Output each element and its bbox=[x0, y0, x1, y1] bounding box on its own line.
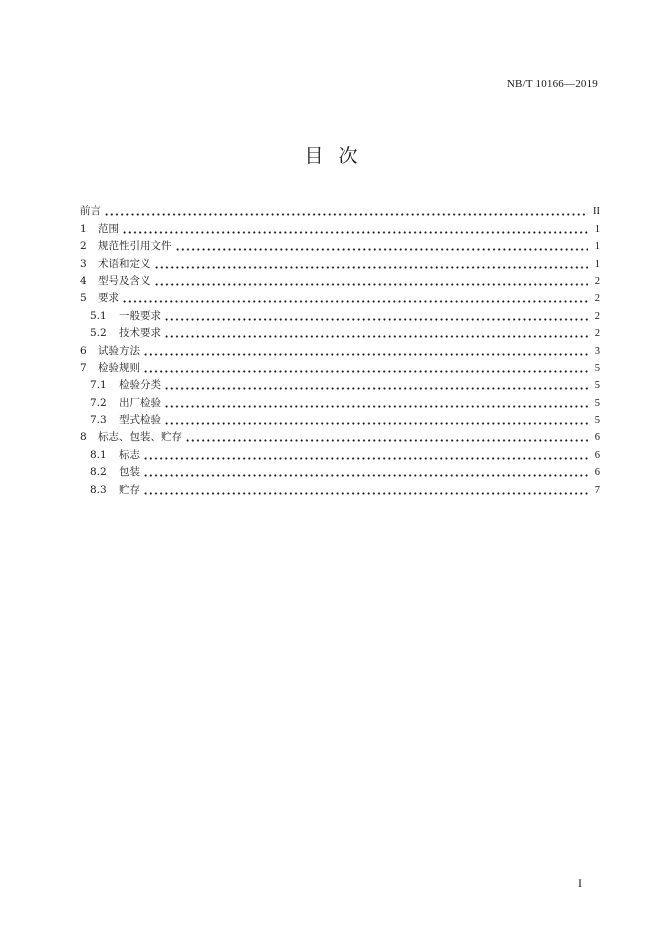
toc-dot-leader bbox=[164, 327, 588, 340]
toc-entry-page: 6 bbox=[594, 432, 600, 444]
toc-entry-label: 技术要求 bbox=[119, 327, 161, 340]
toc-entry-number: 8 bbox=[80, 431, 87, 444]
toc-title: 目次 bbox=[304, 145, 373, 167]
toc-dot-leader bbox=[104, 205, 588, 218]
toc-entry-label: 术语和定义 bbox=[98, 257, 151, 270]
toc-entry-number: 3 bbox=[80, 257, 87, 270]
toc-entry-number: 1 bbox=[80, 222, 87, 235]
toc-dot-leader bbox=[143, 345, 588, 358]
toc-entry-page: 1 bbox=[594, 258, 600, 270]
toc-entry-label: 试验方法 bbox=[98, 344, 140, 357]
toc-entry[interactable] bbox=[80, 444, 600, 461]
toc-entry-page: 3 bbox=[594, 345, 600, 357]
toc-entry[interactable] bbox=[80, 340, 600, 357]
toc-entry-page: 2 bbox=[594, 293, 600, 305]
toc-entry-label: 包装 bbox=[119, 466, 140, 479]
toc-dot-leader bbox=[175, 240, 589, 253]
toc-dot-leader bbox=[164, 310, 588, 323]
toc-entry[interactable] bbox=[80, 462, 600, 479]
toc-entry-page: 6 bbox=[594, 467, 600, 479]
toc-entry-number: 8.1 bbox=[90, 448, 107, 461]
toc-entry-label: 规范性引用文件 bbox=[98, 240, 172, 253]
toc-entry[interactable] bbox=[80, 271, 600, 288]
toc-entry[interactable] bbox=[80, 358, 600, 375]
toc-entry-label: 标志、包装、贮存 bbox=[98, 431, 182, 444]
toc-dot-leader bbox=[154, 258, 589, 271]
document-code: NB/T 10166—2019 bbox=[506, 78, 598, 90]
toc-dot-leader bbox=[164, 414, 588, 427]
toc-entry-number: 5.1 bbox=[90, 309, 107, 322]
toc-dot-leader bbox=[143, 362, 588, 375]
toc-dot-leader bbox=[143, 449, 588, 462]
page-number: I bbox=[578, 876, 582, 890]
toc-entry-page: 2 bbox=[594, 310, 600, 322]
table-of-contents bbox=[80, 201, 600, 497]
toc-entry-page: 6 bbox=[594, 449, 600, 461]
toc-entry-page: 1 bbox=[594, 241, 600, 253]
toc-entry[interactable] bbox=[80, 375, 600, 392]
toc-entry-page: 7 bbox=[594, 484, 600, 496]
toc-entry[interactable] bbox=[80, 392, 600, 409]
toc-entry[interactable] bbox=[80, 427, 600, 444]
toc-entry-label: 检验分类 bbox=[119, 379, 161, 392]
toc-entry-page: 5 bbox=[594, 397, 600, 409]
toc-entry[interactable] bbox=[80, 288, 600, 305]
toc-entry-label: 一般要求 bbox=[119, 309, 161, 322]
toc-entry-number: 5 bbox=[80, 292, 87, 305]
toc-entry-number: 7 bbox=[80, 361, 87, 374]
toc-entry[interactable] bbox=[80, 479, 600, 496]
toc-dot-leader bbox=[185, 431, 588, 444]
toc-dot-leader bbox=[143, 484, 588, 497]
toc-entry-label: 型式检验 bbox=[119, 414, 161, 427]
toc-entry[interactable] bbox=[80, 305, 600, 322]
toc-entry-label: 前言 bbox=[80, 205, 101, 218]
toc-entry-page: 2 bbox=[594, 275, 600, 287]
toc-entry-number: 7.2 bbox=[90, 396, 107, 409]
toc-dot-leader bbox=[122, 292, 588, 305]
toc-dot-leader bbox=[154, 275, 589, 288]
toc-entry-number: 7.1 bbox=[90, 379, 107, 392]
toc-entry-label: 出厂检验 bbox=[119, 396, 161, 409]
toc-entry[interactable] bbox=[80, 253, 600, 270]
toc-entry[interactable] bbox=[80, 201, 600, 218]
toc-entry-label: 要求 bbox=[98, 292, 119, 305]
toc-dot-leader bbox=[122, 223, 588, 236]
toc-entry-page: 5 bbox=[594, 362, 600, 374]
toc-entry-label: 检验规则 bbox=[98, 361, 140, 374]
toc-entry-number: 8.3 bbox=[90, 483, 107, 496]
toc-entry-label: 型号及含义 bbox=[98, 274, 151, 287]
toc-entry-label: 贮存 bbox=[119, 483, 140, 496]
toc-entry-number: 2 bbox=[80, 240, 87, 253]
toc-entry-label: 标志 bbox=[119, 448, 140, 461]
toc-entry-label: 范围 bbox=[98, 222, 119, 235]
toc-entry-page: 5 bbox=[594, 415, 600, 427]
toc-dot-leader bbox=[143, 466, 588, 479]
toc-dot-leader bbox=[164, 379, 588, 392]
toc-entry-page: 1 bbox=[594, 223, 600, 235]
toc-dot-leader bbox=[164, 397, 588, 410]
toc-entry-number: 5.2 bbox=[90, 327, 107, 340]
toc-entry[interactable] bbox=[80, 218, 600, 235]
toc-entry-number: 6 bbox=[80, 344, 87, 357]
toc-entry-page: 2 bbox=[594, 328, 600, 340]
toc-entry-number: 4 bbox=[80, 274, 87, 287]
toc-entry-page: 5 bbox=[594, 380, 600, 392]
toc-entry-number: 7.3 bbox=[90, 414, 107, 427]
toc-entry[interactable] bbox=[80, 323, 600, 340]
toc-entry[interactable] bbox=[80, 410, 600, 427]
toc-entry[interactable] bbox=[80, 236, 600, 253]
toc-entry-number: 8.2 bbox=[90, 466, 107, 479]
toc-entry-page: II bbox=[593, 206, 600, 218]
